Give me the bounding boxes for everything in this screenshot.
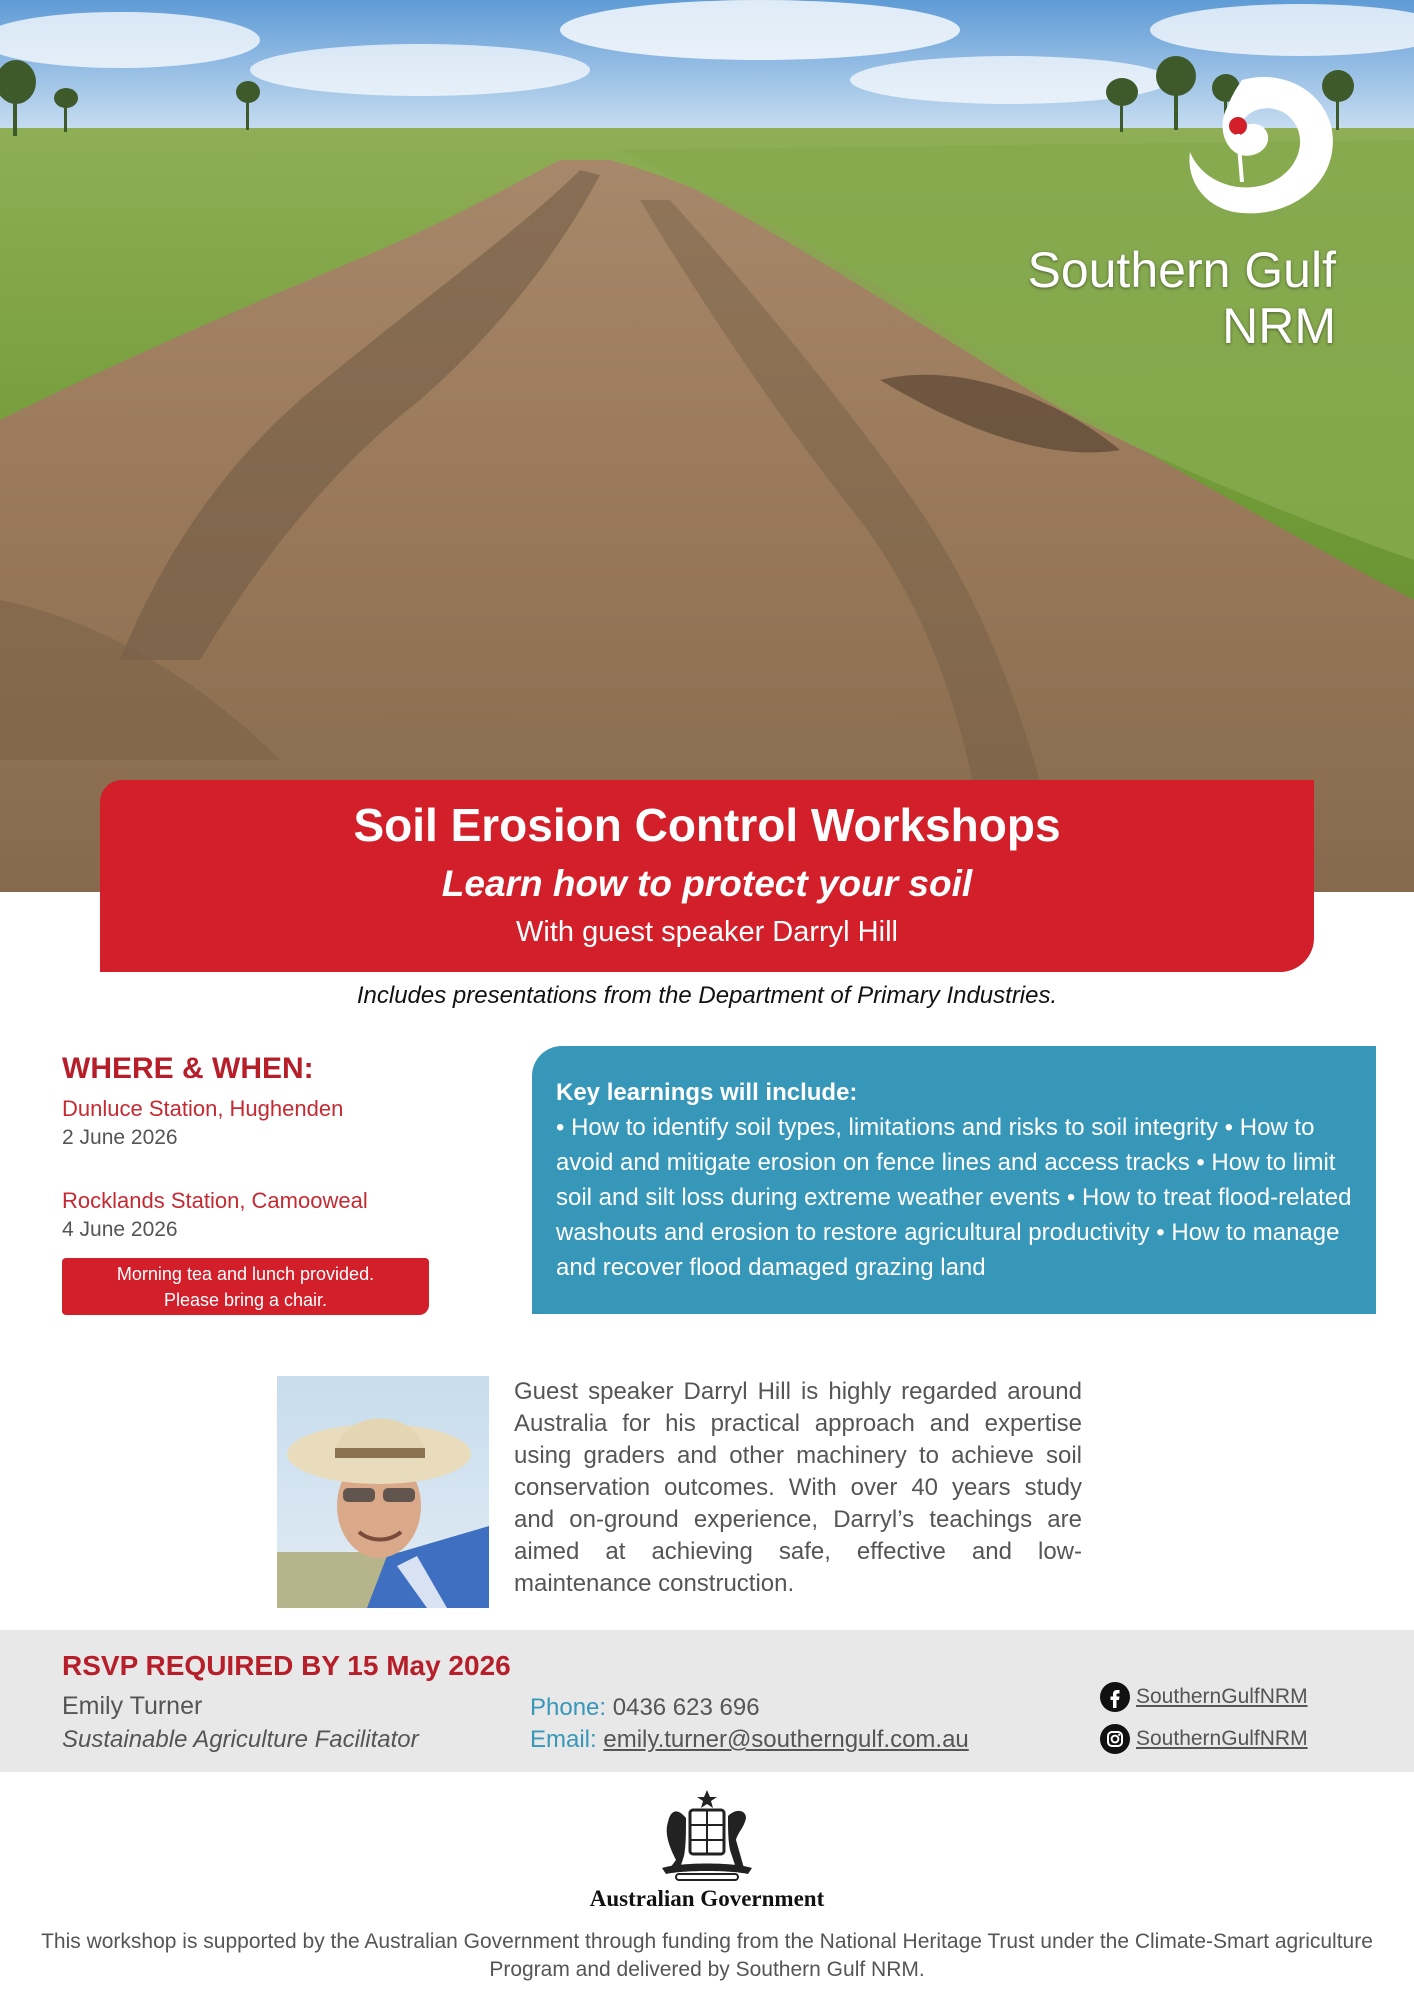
- funding-statement: This workshop is supported by the Australian Government through funding from the National Heritage Trust under the Climate-Smart agriculture Program and delivered by Southern Gulf NRM.: [41, 1930, 1373, 1981]
- email-label: Email:: [530, 1726, 597, 1753]
- phone-number[interactable]: 0436 623 696: [612, 1694, 760, 1721]
- facebook-icon: [1100, 1682, 1130, 1712]
- contact-name: Emily Turner: [62, 1692, 203, 1720]
- email-line: [530, 1726, 969, 1754]
- catering-notice: [62, 1258, 429, 1315]
- speaker-bio: Guest speaker Darryl Hill is highly regarded around Australia for his practical approach and expertise using graders and other machinery to achieve soil conservation outcomes. With over 40 years study and on-ground experience, Darryl’s teachings are aimed at achieving safe, effective and low-maintenance construction.: [514, 1378, 1082, 1597]
- includes-note: Includes presentations from the Department of Primary Industries.: [356, 982, 1058, 1009]
- instagram-link[interactable]: [1100, 1724, 1308, 1754]
- location-date: 2 June 2026: [62, 1126, 178, 1149]
- facebook-link[interactable]: [1100, 1682, 1308, 1712]
- where-when-heading: WHERE & WHEN:: [62, 1052, 314, 1085]
- location-date: 4 June 2026: [62, 1218, 178, 1241]
- catering-line-2: Please bring a chair.: [163, 1290, 328, 1310]
- facebook-handle[interactable]: SouthernGulfNRM: [1136, 1685, 1308, 1708]
- rsvp-heading: RSVP REQUIRED BY 15 May 2026: [62, 1650, 511, 1681]
- catering-line-1: Morning tea and lunch provided.: [116, 1264, 375, 1284]
- southern-gulf-logo-text: [1027, 242, 1336, 354]
- rsvp-bar: [0, 1630, 1414, 1772]
- phone-line: [530, 1694, 760, 1722]
- instagram-handle[interactable]: SouthernGulfNRM: [1136, 1727, 1308, 1750]
- location-name: Dunluce Station, Hughenden: [62, 1096, 344, 1121]
- key-learnings-panel: [532, 1046, 1376, 1314]
- location-item: [62, 1096, 343, 1150]
- location-name: Rocklands Station, Camooweal: [62, 1188, 368, 1213]
- guest-speaker-line: With guest speaker Darryl Hill: [516, 916, 898, 948]
- speaker-photo: [277, 1376, 489, 1608]
- key-learnings-title: Key learnings will include:: [556, 1079, 858, 1106]
- coat-of-arms-icon: [640, 1788, 774, 1884]
- government-name: Australian Government: [589, 1886, 825, 1911]
- key-learnings-list: • How to identify soil types, limitations and risks to soil integrity • How to avoid and mitigate erosion on fence lines and access tracks • How to limit soil and silt loss during extreme weather events • How to treat flood-related washouts and erosion to restore agricultural productivity • How to manage and recover flood damaged grazing land: [556, 1114, 1352, 1281]
- southern-gulf-logo-icon: [1182, 72, 1340, 222]
- contact-role: Sustainable Agriculture Facilitator: [62, 1726, 419, 1753]
- location-item: [62, 1188, 368, 1242]
- page-subtitle: Learn how to protect your soil: [441, 863, 973, 904]
- logo-line-2: NRM: [1222, 298, 1336, 354]
- phone-label: Phone:: [530, 1694, 607, 1721]
- logo-line-1: Southern Gulf: [1027, 242, 1336, 298]
- instagram-icon: [1100, 1724, 1130, 1754]
- title-banner: [100, 780, 1314, 972]
- email-link[interactable]: emily.turner@southerngulf.com.au: [603, 1726, 969, 1753]
- page-title: Soil Erosion Control Workshops: [353, 799, 1061, 851]
